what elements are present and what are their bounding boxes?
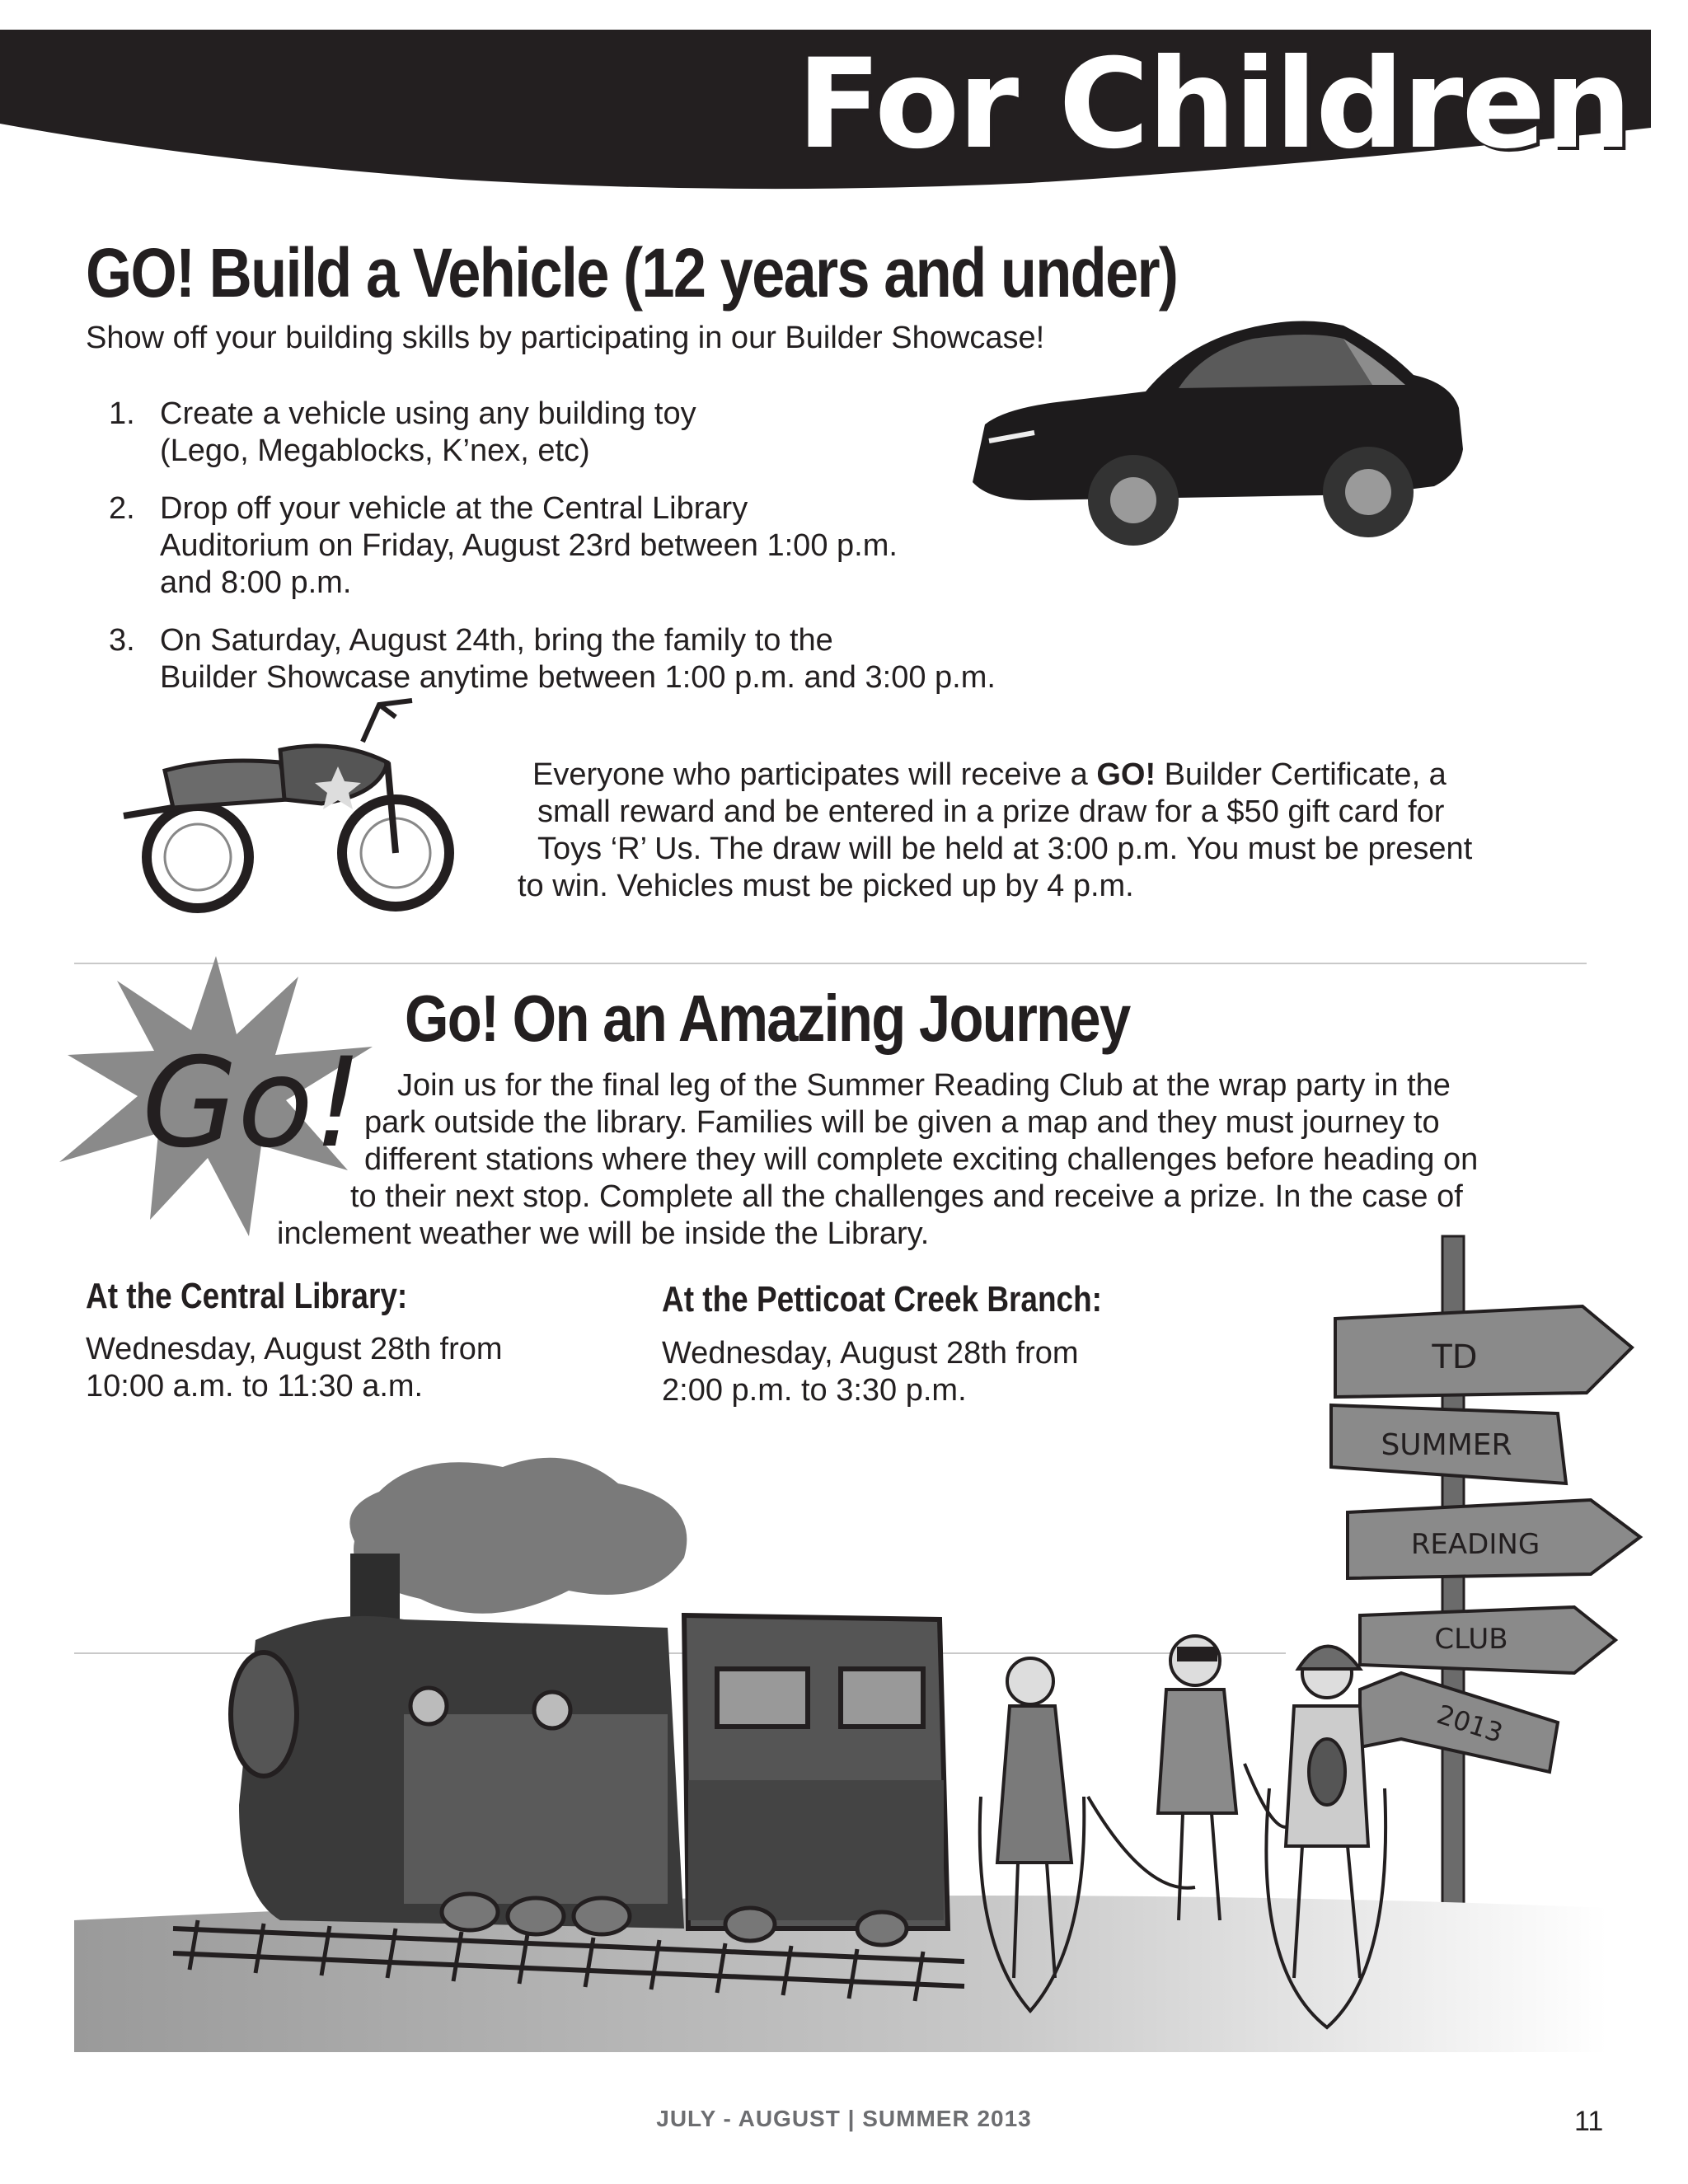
step-line: Builder Showcase anytime between 1:00 p.m. and 3:00 p.m.	[160, 660, 996, 695]
step-text	[160, 490, 984, 602]
step-line: Auditorium on Friday, August 23rd between 1:00 p.m.	[160, 528, 898, 563]
sign-text: SUMMER	[1381, 1428, 1512, 1462]
time-line: 2:00 p.m. to 3:30 p.m.	[662, 1373, 967, 1408]
footer-issue-label: JULY - AUGUST | SUMMER 2013	[656, 2106, 1032, 2131]
step-line: Drop off your vehicle at the Central Library	[160, 491, 748, 526]
time-line: Wednesday, August 28th from	[86, 1332, 503, 1366]
reward-line: to win. Vehicles must be picked up by 4 p.m.	[518, 869, 1134, 903]
journey-paragraph	[272, 1067, 1574, 1253]
page-number: 11	[1574, 2106, 1604, 2137]
vehicle-section-title: GO! Build a Vehicle (12 years and under)	[86, 234, 1178, 312]
go-badge-text: Go!	[142, 1032, 363, 1175]
time-line: 10:00 a.m. to 11:30 a.m.	[86, 1369, 424, 1404]
journey-line: park outside the library. Families will be given a map and they must journey to	[364, 1105, 1440, 1140]
journey-line: to their next stop. Complete all the challenges and receive a prize. In the case of	[350, 1179, 1463, 1214]
motorcycle-illustration	[115, 692, 478, 923]
step-line: and 8:00 p.m.	[160, 565, 352, 600]
go-emphasis: GO!	[1096, 757, 1156, 792]
step-number: 3.	[109, 623, 135, 658]
step-text	[160, 622, 996, 696]
reward-line: Toys ‘R’ Us. The draw will be held at 3:00 p.m. You must be present	[537, 832, 1473, 866]
reward-text: Builder Certificate, a	[1156, 757, 1447, 792]
sign-text: TD	[1432, 1338, 1478, 1376]
central-library-times	[86, 1331, 613, 1405]
car-illustration	[956, 309, 1475, 556]
vehicle-intro: Show off your building skills by participating in our Builder Showcase!	[86, 321, 1045, 355]
step-number: 1.	[109, 396, 135, 431]
page-title: For Children	[796, 33, 1630, 176]
step-line: Create a vehicle using any building toy	[160, 396, 696, 431]
reward-line	[518, 757, 1556, 794]
train-and-children-illustration	[74, 1434, 1607, 2052]
time-line: Wednesday, August 28th from	[662, 1336, 1079, 1371]
petticoat-branch-heading: At the Petticoat Creek Branch:	[662, 1279, 1102, 1319]
reward-text: Everyone who participates will receive a	[532, 757, 1097, 792]
sign-text: CLUB	[1434, 1623, 1508, 1656]
step-text	[160, 396, 984, 470]
central-library-heading: At the Central Library:	[86, 1276, 408, 1316]
reward-line: small reward and be entered in a prize draw for a $50 gift card for	[537, 794, 1445, 829]
sign-text: 2013	[1432, 1698, 1507, 1750]
sign-text: READING	[1410, 1528, 1540, 1561]
step-line: (Lego, Megablocks, K’nex, etc)	[160, 434, 590, 468]
step-number: 2.	[109, 491, 135, 526]
step-line: On Saturday, August 24th, bring the family to the	[160, 623, 833, 658]
petticoat-branch-times	[662, 1335, 1189, 1409]
journey-line: different stations where they will complete exciting challenges before heading on	[364, 1142, 1479, 1177]
reward-paragraph	[518, 757, 1556, 905]
journey-line: inclement weather we will be inside the Library.	[277, 1216, 930, 1251]
journey-section-title: Go! On an Amazing Journey	[405, 982, 1130, 1055]
journey-line: Join us for the final leg of the Summer Reading Club at the wrap party in the	[397, 1068, 1451, 1103]
